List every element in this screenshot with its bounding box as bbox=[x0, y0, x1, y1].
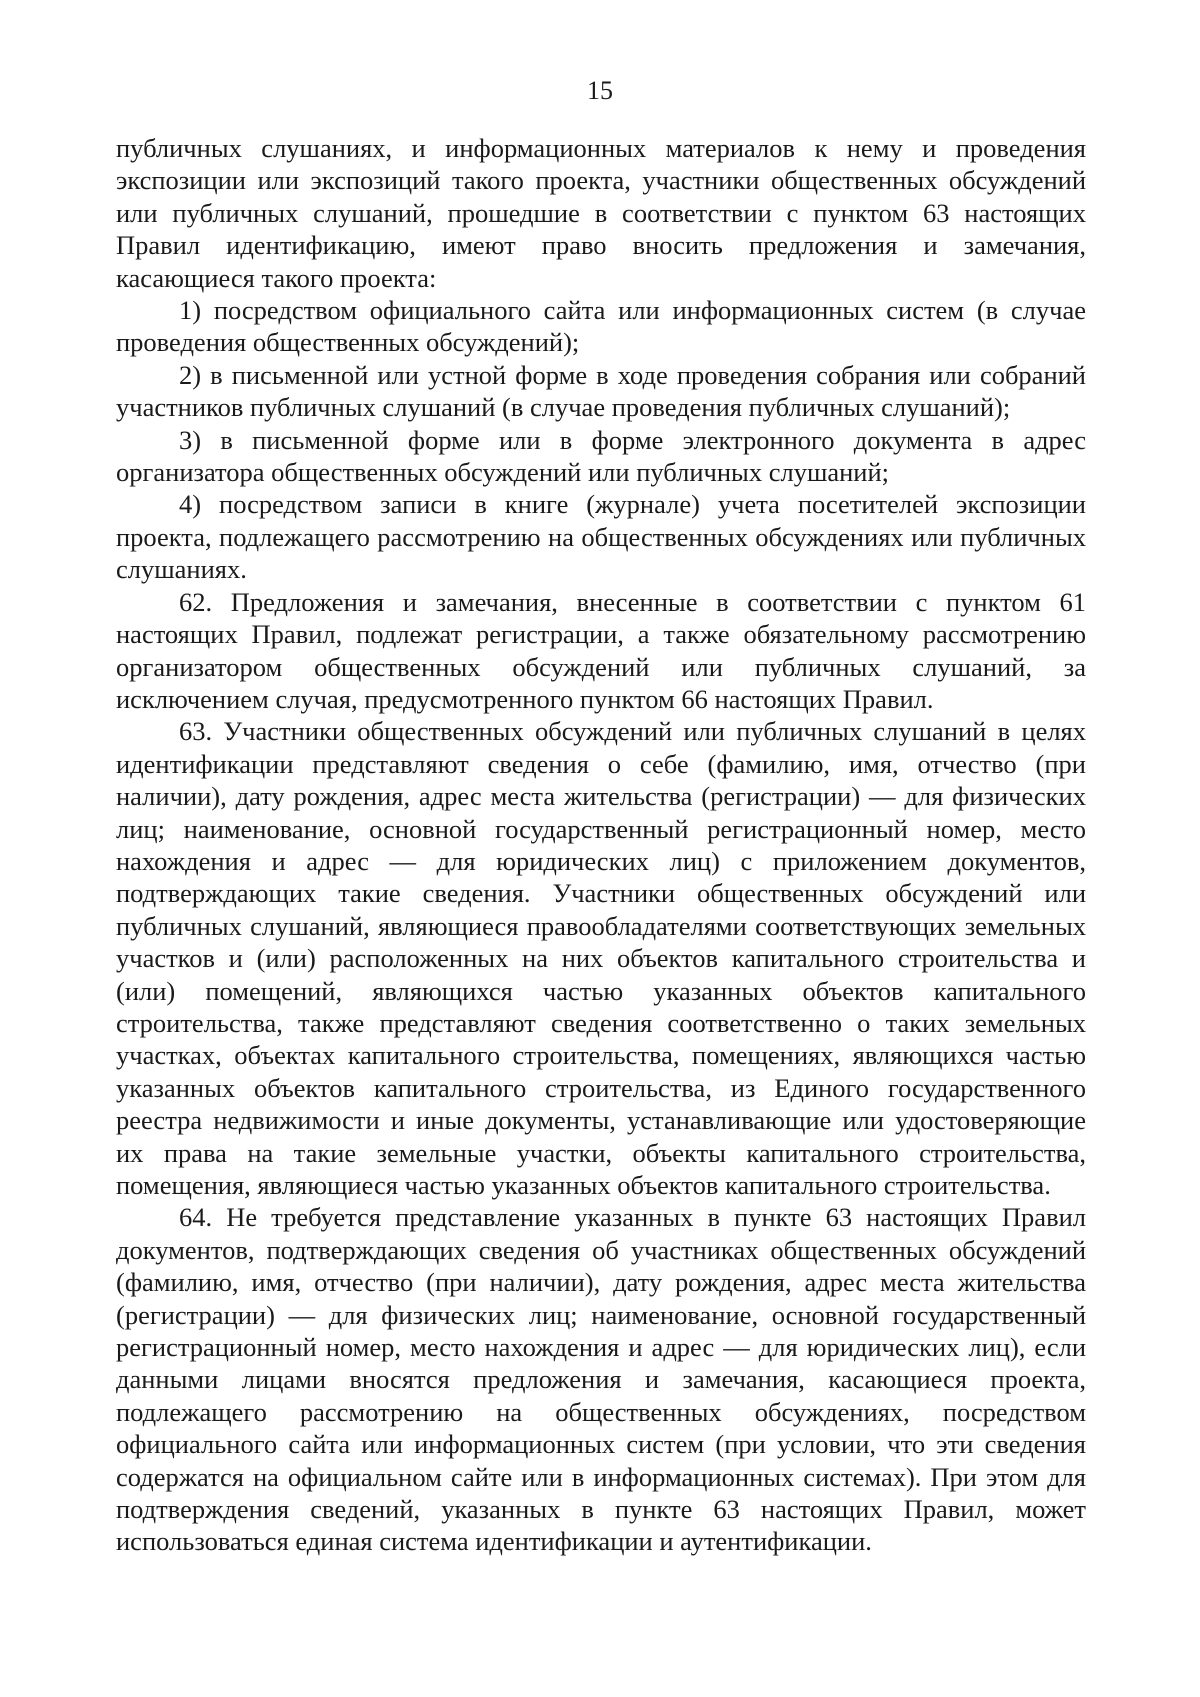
paragraph-63: 63. Участники общественных обсуждений или публичных слушаний в целях идентификации представляют сведения о себе (фамилию, имя, отчество (при наличии), дату рождения, адрес места жительства (регистрации) — для физических лиц; наименование, основной государственный регистрационный номер, место нахождения и адрес — для юридических лиц) с приложением документов, подтверждающих такие сведения. Участники общественных обсуждений или публичных слушаний, являющиеся правообладателями соответствующих земельных участков и (или) расположенных на них объектов капитального строительства и (или) помещений, являющихся частью указанных объектов капитального строительства, также представляют сведения соответственно о таких земельных участках, объектах капитального строительства, помещениях, являющихся частью указанных объектов капитального строительства, из Единого государственного реестра недвижимости и иные документы, устанавливающие или удостоверяющие их права на такие земельные участки, объекты капитального строительства, помещения, являющиеся частью указанных объектов капитального строительства. bbox=[116, 716, 1086, 1200]
paragraph-continuation: публичных слушаниях, и информационных материалов к нему и проведения экспозиции или экспозиций такого проекта, участники общественных обсуждений или публичных слушаний, прошедшие в соответствии с пунктом 63 настоящих Правил идентификацию, имеют право вносить предложения и замечания, касающиеся такого проекта: bbox=[116, 133, 1086, 293]
page-number: 15 bbox=[587, 76, 613, 105]
paragraph-64: 64. Не требуется представление указанных в пункте 63 настоящих Правил документов, подтверждающих сведения об участниках общественных обсуждений (фамилию, имя, отчество (при наличии), дату рождения, адрес места жительства (регистрации) — для физических лиц; наименование, основной государственный регистрационный номер, место нахождения и адрес — для юридических лиц), если данными лицами вносятся предложения и замечания, касающиеся проекта, подлежащего рассмотрению на общественных обсуждениях, посредством официального сайта или информационных систем (при условии, что эти сведения содержатся на официальном сайте или в информационных системах). При этом для подтверждения сведений, указанных в пункте 63 настоящих Правил, может использоваться единая система идентификации и аутентификации. bbox=[116, 1202, 1086, 1557]
list-item-1: 1) посредством официального сайта или информационных систем (в случае проведения общественных обсуждений); bbox=[116, 295, 1086, 358]
list-item-4: 4) посредством записи в книге (журнале) учета посетителей экспозиции проекта, подлежащего рассмотрению на общественных обсуждениях или публичных слушаниях. bbox=[116, 489, 1086, 585]
paragraph-62: 62. Предложения и замечания, внесенные в соответствии с пунктом 61 настоящих Правил, подлежат регистрации, а также обязательному рассмотрению организатором общественных обсуждений или публичных слушаний, за исключением случая, предусмотренного пунктом 66 настоящих Правил. bbox=[116, 586, 1086, 714]
list-item-2: 2) в письменной или устной форме в ходе проведения собрания или собраний участников публичных слушаний (в случае проведения публичных слушаний); bbox=[116, 359, 1086, 423]
list-item-3: 3) в письменной форме или в форме электронного документа в адрес организатора общественных обсуждений или публичных слушаний; bbox=[116, 424, 1086, 488]
document-body bbox=[116, 132, 1086, 1558]
